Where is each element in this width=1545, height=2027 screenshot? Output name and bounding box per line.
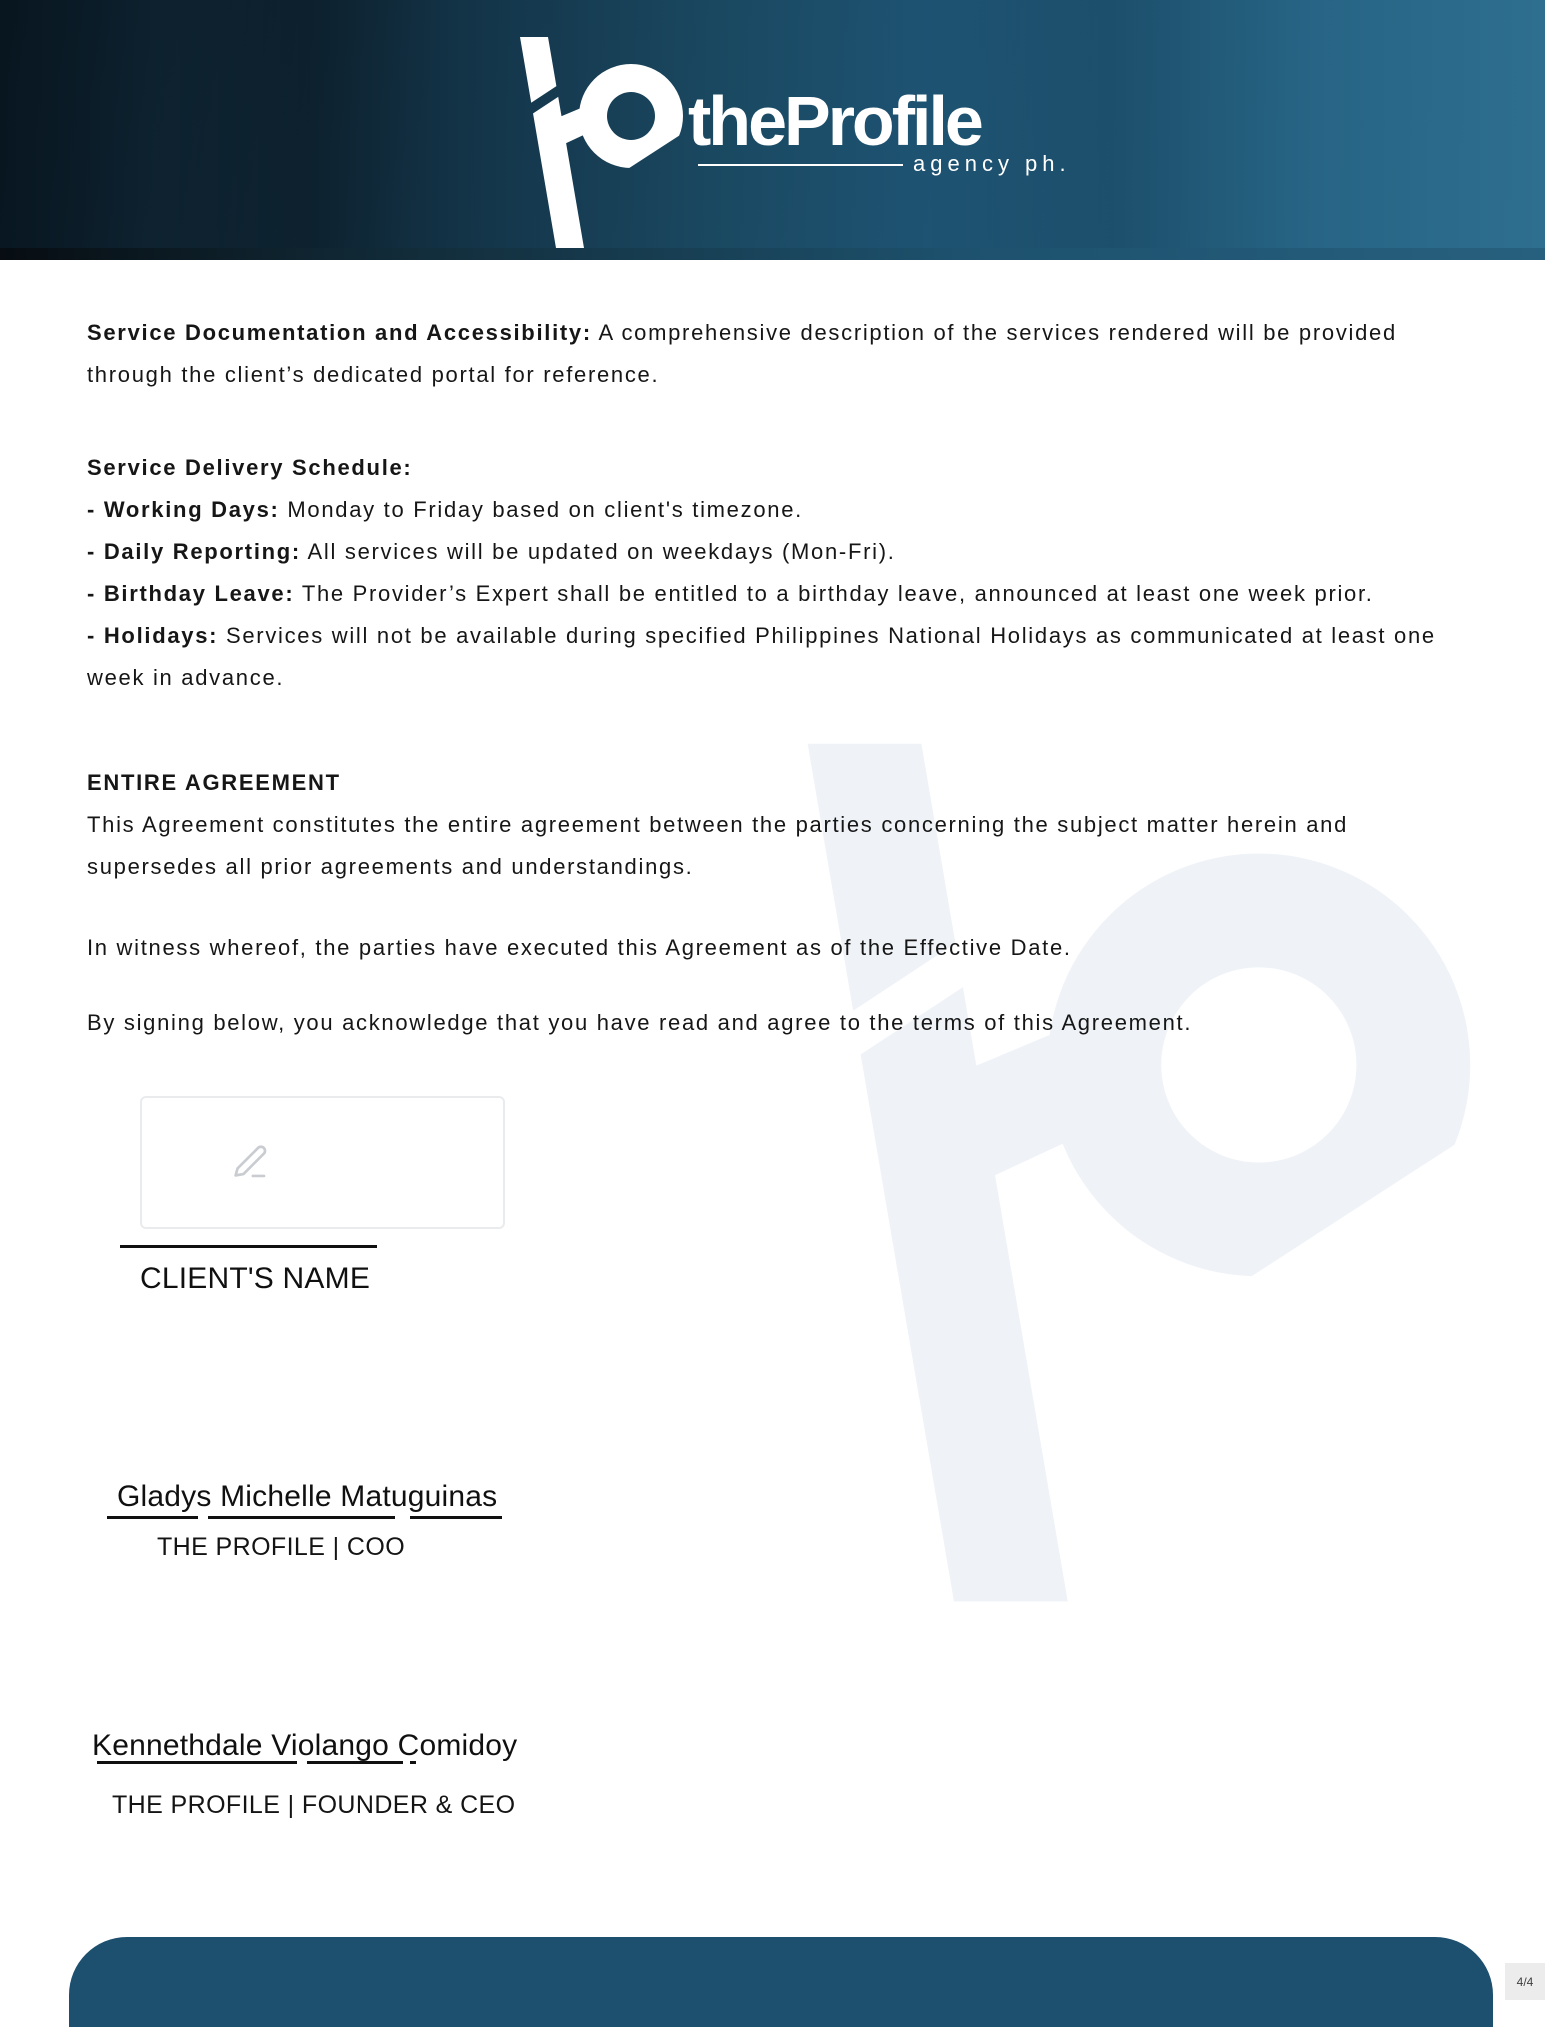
page-number-badge — [1505, 1963, 1545, 2000]
witness-paragraph: In witness whereof, the parties have executed this Agreement as of the Effective Date. — [87, 935, 1072, 960]
service-doc-label: Service Documentation and Accessibility: — [87, 320, 592, 345]
tp-monogram-icon — [480, 25, 710, 255]
page-number: 4/4 — [1516, 1974, 1534, 1989]
entire-agreement-heading: ENTIRE AGREEMENT — [87, 770, 341, 795]
coo-title: THE PROFILE | COO — [157, 1533, 406, 1561]
ceo-title: THE PROFILE | FOUNDER & CEO — [112, 1791, 516, 1819]
brand-tagline: agency ph. — [913, 151, 1071, 176]
signing-paragraph: By signing below, you acknowledge that you have read and agree to the terms of this Agreement. — [87, 1010, 1193, 1035]
schedule-list — [87, 489, 1467, 699]
signature-box[interactable] — [140, 1096, 505, 1229]
brand-rule — [698, 164, 903, 166]
schedule-item: - Working Days: Monday to Friday based on client's timezone. — [87, 497, 803, 522]
brand-wordmark: theProfile — [688, 82, 981, 160]
coo-signature-underline — [410, 1516, 502, 1519]
coo-signature-underline — [107, 1516, 198, 1519]
footer-bar — [69, 1937, 1493, 2027]
signature-pencil-icon — [227, 1138, 273, 1189]
schedule-item: - Holidays: Services will not be available during specified Philippines National Holidays as communicated at least one week in advance. — [87, 623, 1436, 690]
schedule-item: - Daily Reporting: All services will be updated on weekdays (Mon-Fri). — [87, 539, 896, 564]
service-doc-text: A comprehensive description of the services rendered will be provided through the client’s dedicated portal for reference. — [87, 320, 1397, 387]
schedule-heading: Service Delivery Schedule: — [87, 455, 413, 480]
coo-signature-name: Gladys Michelle Matuguinas — [117, 1480, 498, 1513]
client-name-label: CLIENT'S NAME — [140, 1262, 371, 1295]
ceo-signature-name: Kennethdale Violango Comidoy — [92, 1729, 518, 1762]
coo-signature-underline — [208, 1516, 395, 1519]
paragraph-service-documentation — [87, 312, 1467, 396]
schedule-item: - Birthday Leave: The Provider’s Expert shall be entitled to a birthday leave, announced at least one week prior. — [87, 581, 1374, 606]
entire-agreement-paragraph: This Agreement constitutes the entire agreement between the parties concerning the subject matter herein and supersedes all prior agreements and understandings. — [87, 812, 1349, 879]
client-signature-line — [120, 1245, 377, 1248]
header-banner — [0, 0, 1545, 260]
